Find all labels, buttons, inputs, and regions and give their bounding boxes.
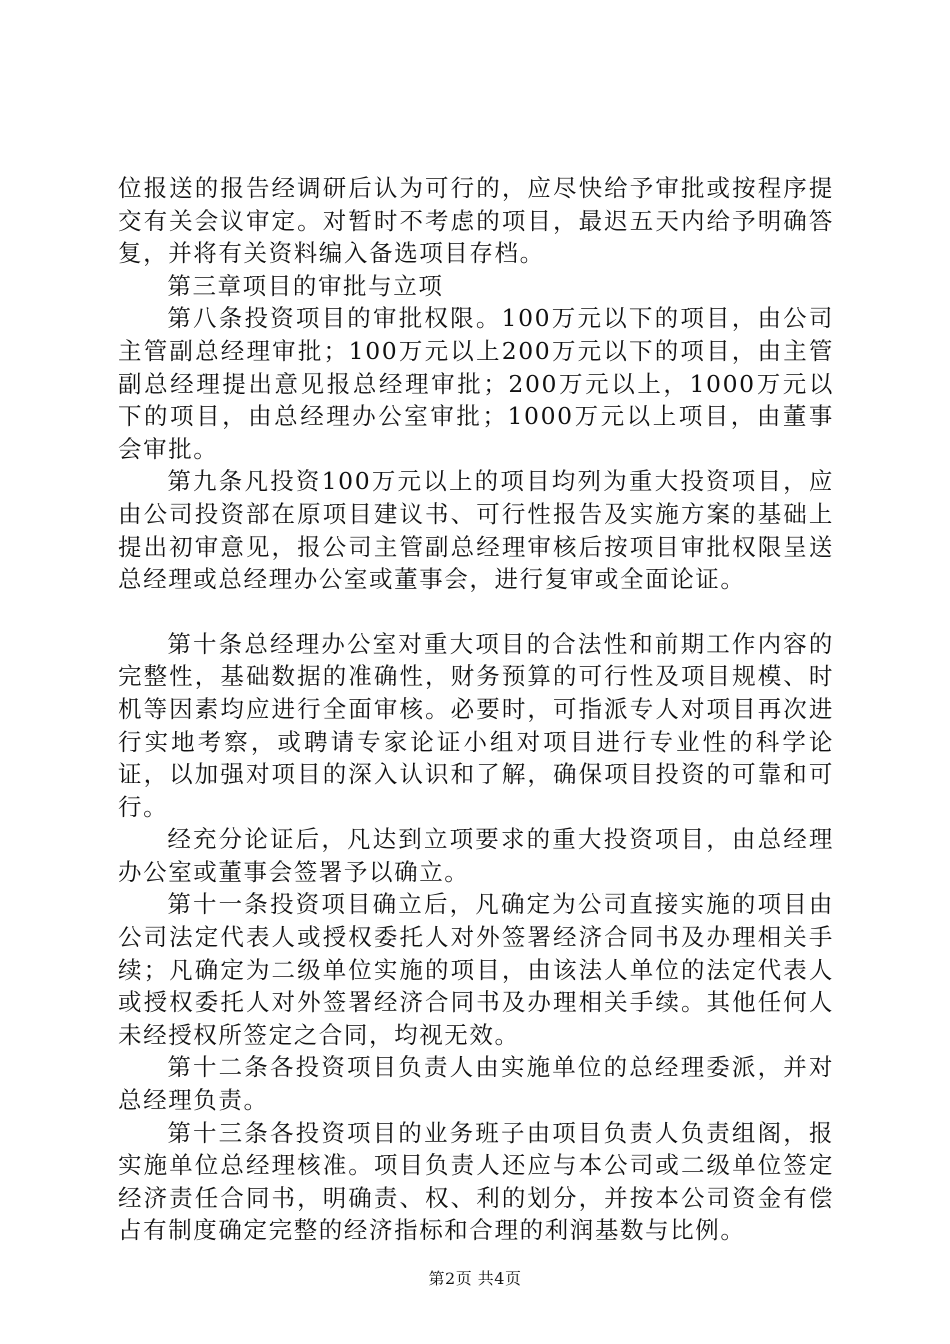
approval-paragraph: 经充分论证后，凡达到立项要求的重大投资项目，由总经理办公室或董事会签署予以确立。 bbox=[118, 825, 834, 886]
article-9-paragraph: 第九条凡投资100万元以上的项目均列为重大投资项目，应由公司投资部在原项目建议书、可行性报告及实施方案的基础上提出初审意见，报公司主管副总经理审核后按项目审批权限呈送总经理或总经理办公室或董事会，进行复审或全面论证。 bbox=[118, 467, 834, 594]
article-10-paragraph: 第十条总经理办公室对重大项目的合法性和前期工作内容的完整性，基础数据的准确性，财务预算的可行性及项目规模、时机等因素均应进行全面审核。必要时，可指派专人对项目再次进行实地考察，或聘请专家论证小组对项目进行专业性的科学论证，以加强对项目的深入认识和了解，确保项目投资的可靠和可行。 bbox=[118, 629, 834, 821]
article-12-paragraph: 第十二条各投资项目负责人由实施单位的总经理委派，并对总经理负责。 bbox=[118, 1053, 834, 1115]
document-body bbox=[118, 172, 834, 1247]
article-11-paragraph: 第十一条投资项目确立后，凡确定为公司直接实施的项目由公司法定代表人或授权委托人对外签署经济合同书及办理相关手续；凡确定为二级单位实施的项目，由该法人单位的法定代表人或授权委托人对外签署经济合同书及办理相关手续。其他任何人未经授权所签定之合同，均视无效。 bbox=[118, 890, 834, 1049]
page-number-footer: 第2页 共4页 bbox=[428, 1269, 522, 1288]
paragraph-continuation: 位报送的报告经调研后认为可行的，应尽快给予审批或按程序提交有关会议审定。对暂时不考虑的项目，最迟五天内给予明确答复，并将有关资料编入备选项目存档。 bbox=[118, 174, 834, 268]
chapter-heading: 第三章项目的审批与立项 bbox=[167, 271, 444, 300]
article-13-paragraph: 第十三条各投资项目的业务班子由项目负责人负责组阁，报实施单位总经理核准。项目负责人还应与本公司或二级单位签定经济责任合同书，明确责、权、利的划分，并按本公司资金有偿占有制度确定完整的经济指标和合理的利润基数与比例。 bbox=[118, 1118, 834, 1245]
article-8-paragraph: 第八条投资项目的审批权限。100万元以下的项目，由公司主管副总经理审批；100万元以上200万元以下的项目，由主管副总经理提出意见报总经理审批；200万元以上，1000万元以下的项目，由总经理办公室审批；1000万元以上项目，由董事会审批。 bbox=[118, 304, 834, 463]
